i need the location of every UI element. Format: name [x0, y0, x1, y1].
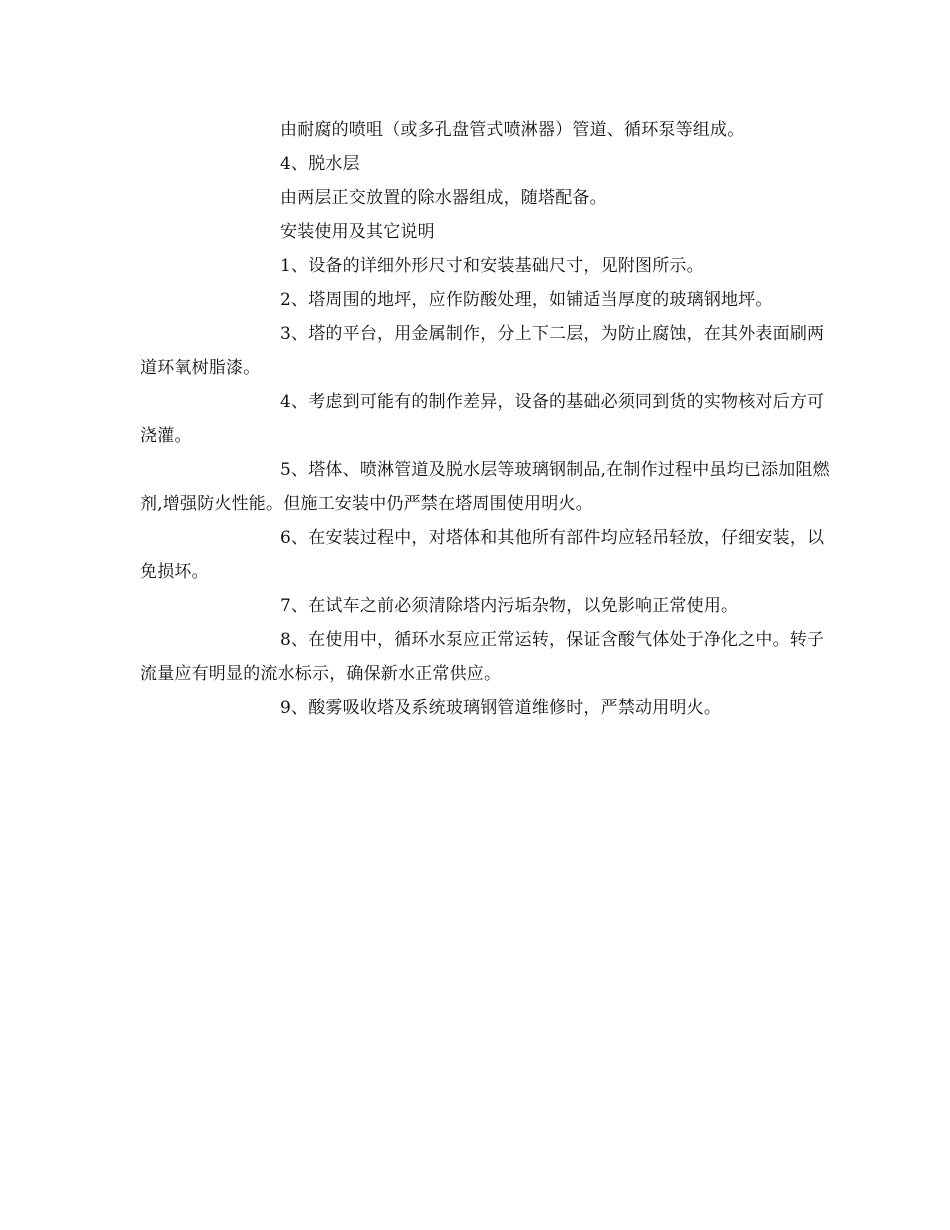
list-item-1: 1、设备的详细外形尺寸和安装基础尺寸，见附图所示。: [280, 256, 704, 276]
list-item-6: 6、在安装过程中，对塔体和其他所有部件均应轻吊轻放，仔细安装，以免损坏。: [140, 528, 825, 582]
list-item-5: 5、塔体、喷淋管道及脱水层等玻璃钢制品,在制作过程中虽均已添加阻燃剂,增强防火性能。但施工安装中仍严禁在塔周围使用明火。: [140, 460, 830, 514]
section-heading-installation: 安装使用及其它说明: [280, 222, 435, 242]
document-body: [140, 113, 840, 725]
list-item-7: 7、在试车之前必须清除塔内污垢杂物，以免影响正常使用。: [280, 596, 739, 616]
list-item-2: 2、塔周围的地坪，应作防酸处理，如铺适当厚度的玻璃钢地坪。: [280, 290, 773, 310]
paragraph-dewatering-heading: 4、脱水层: [280, 154, 360, 174]
paragraph-spray-layer-desc: 由耐腐的喷咀（或多孔盘管式喷淋器）管道、循环泵等组成。: [280, 120, 745, 140]
list-item-3: 3、塔的平台，用金属制作，分上下二层，为防止腐蚀，在其外表面刷两道环氧树脂漆。: [140, 324, 825, 378]
list-item-8: 8、在使用中，循环水泵应正常运转，保证含酸气体处于净化之中。转子流量应有明显的流水标示，确保新水正常供应。: [140, 630, 825, 684]
list-item-4: 4、考虑到可能有的制作差异，设备的基础必须同到货的实物核对后方可浇灌。: [140, 392, 825, 446]
paragraph-dewatering-desc: 由两层正交放置的除水器组成，随塔配备。: [280, 188, 607, 208]
list-item-9: 9、酸雾吸收塔及系统玻璃钢管道维修时，严禁动用明火。: [280, 698, 722, 718]
